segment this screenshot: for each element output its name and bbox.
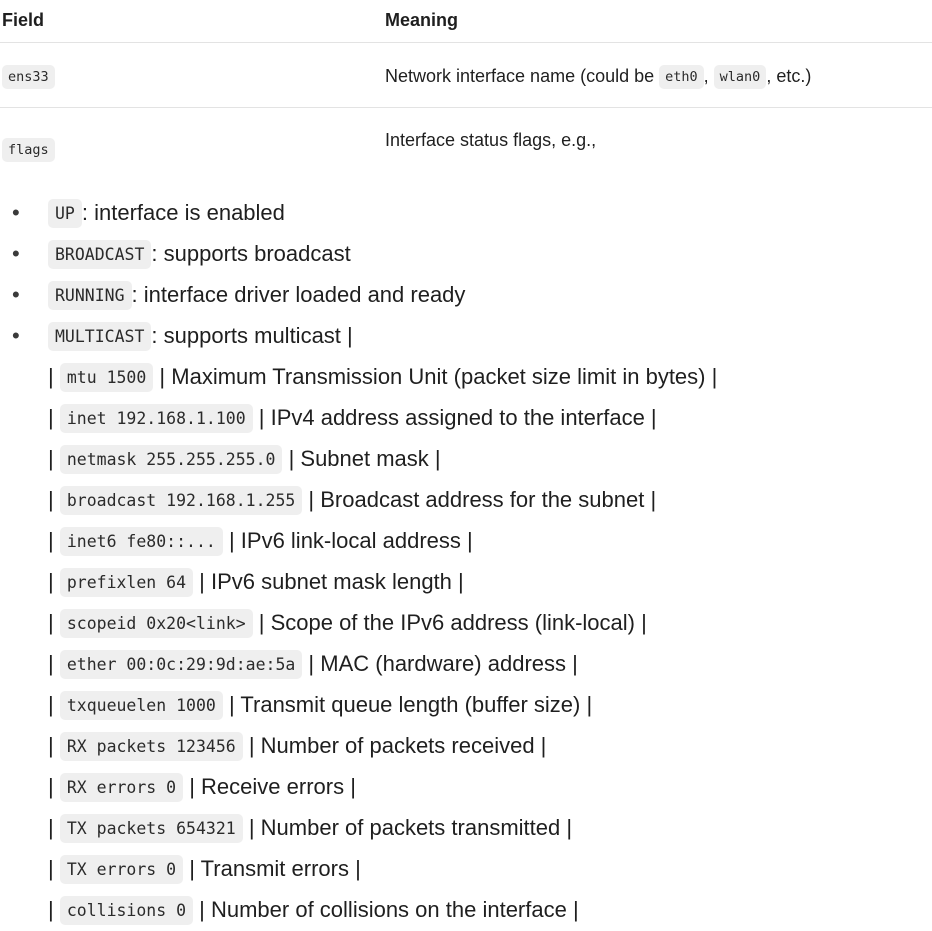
pipe-row-text: | IPv6 subnet mask length |: [193, 569, 464, 594]
pipe-row: [0, 849, 932, 890]
table-header-row: [0, 0, 932, 43]
pipe-row-text: | Maximum Transmission Unit (packet size limit in bytes) |: [153, 364, 718, 389]
pipe-row: [0, 644, 932, 685]
field-cell: [2, 65, 55, 89]
inline-code: RX packets 123456: [60, 732, 243, 761]
list-item: [0, 316, 932, 357]
pipe-row-text: | Number of collisions on the interface |: [193, 897, 579, 922]
inline-code: prefixlen 64: [60, 568, 193, 597]
pipe-row: [0, 480, 932, 521]
bullet-icon: •: [12, 241, 20, 266]
meaning-cell: Interface status flags, e.g.,: [385, 130, 597, 150]
inline-code: MULTICAST: [48, 322, 151, 351]
inline-code: RUNNING: [48, 281, 132, 310]
pipe-lead: |: [48, 856, 60, 881]
list-item-text: : interface is enabled: [81, 200, 285, 225]
list-item-text: : interface driver loaded and ready: [131, 282, 466, 307]
field-code: ens33: [2, 65, 55, 89]
table-row: [0, 43, 932, 108]
meaning-text: Network interface name (could be: [385, 66, 660, 86]
inline-code: ether 00:0c:29:9d:ae:5a: [60, 650, 302, 679]
pipe-row: [0, 767, 932, 808]
inline-code: scopeid 0x20<link>: [60, 609, 253, 638]
pipe-row-text: | IPv6 link-local address |: [222, 528, 473, 553]
inline-code: txqueuelen 1000: [60, 691, 223, 720]
pipe-lead: |: [48, 569, 60, 594]
pipe-row: [0, 685, 932, 726]
pipe-lead: |: [48, 446, 60, 471]
bullet-icon: •: [12, 323, 20, 348]
pipe-lead: |: [48, 651, 60, 676]
inline-code: netmask 255.255.255.0: [60, 445, 283, 474]
meaning-cell: [385, 65, 811, 89]
pipe-row-text: | Transmit errors |: [183, 856, 361, 881]
pipe-row: [0, 890, 932, 931]
inline-code: collisions 0: [60, 896, 193, 925]
pipe-row: [0, 562, 932, 603]
pipe-lead: |: [48, 774, 60, 799]
field-code: flags: [2, 138, 55, 162]
inline-code: mtu 1500: [60, 363, 153, 392]
pipe-row-text: | Subnet mask |: [282, 446, 441, 471]
pipe-row-text: | MAC (hardware) address |: [302, 651, 578, 676]
pipe-lead: |: [48, 405, 60, 430]
inline-code: inet6 fe80::...: [60, 527, 223, 556]
pipe-lead: |: [48, 487, 60, 512]
header-field: Field: [2, 10, 45, 30]
inline-code: TX packets 654321: [60, 814, 243, 843]
list-item-text: : supports multicast |: [151, 323, 353, 348]
list-item: [0, 193, 932, 234]
inline-code: UP: [48, 199, 82, 228]
pipe-row-text: | Transmit queue length (buffer size) |: [222, 692, 593, 717]
pipe-row: [0, 398, 932, 439]
pipe-row: [0, 726, 932, 767]
table-row: [0, 108, 932, 178]
field-cell: [2, 138, 55, 162]
pipe-lead: |: [48, 610, 60, 635]
pipe-row-text: | IPv4 address assigned to the interface |: [252, 405, 657, 430]
inline-code: broadcast 192.168.1.255: [60, 486, 302, 515]
pipe-row-text: | Scope of the IPv6 address (link-local) |: [252, 610, 647, 635]
pipe-row: [0, 439, 932, 480]
inline-code: wlan0: [714, 65, 767, 89]
bullet-icon: •: [12, 282, 20, 307]
pipe-lead: |: [48, 815, 60, 840]
pipe-lead: |: [48, 733, 60, 758]
pipe-row: [0, 521, 932, 562]
pipe-row-text: | Number of packets received |: [242, 733, 547, 758]
inline-code: eth0: [659, 65, 704, 89]
inline-code: RX errors 0: [60, 773, 183, 802]
header-meaning: Meaning: [385, 10, 459, 30]
list-item-text: : supports broadcast: [151, 241, 351, 266]
separator-text: ,: [703, 66, 714, 86]
pipe-lead: |: [48, 897, 60, 922]
pipe-lead: |: [48, 364, 60, 389]
inline-code: BROADCAST: [48, 240, 151, 269]
inline-code: inet 192.168.1.100: [60, 404, 253, 433]
meaning-text: , etc.): [766, 66, 812, 86]
field-meaning-table: [0, 0, 932, 178]
pipe-lead: |: [48, 692, 60, 717]
bullet-icon: •: [12, 200, 20, 225]
pipe-row-text: | Broadcast address for the subnet |: [302, 487, 657, 512]
pipe-row: [0, 808, 932, 849]
pipe-row-text: | Number of packets transmitted |: [242, 815, 573, 840]
list-item: [0, 275, 932, 316]
pipe-row: [0, 603, 932, 644]
pipe-row-text: | Receive errors |: [183, 774, 356, 799]
inline-code: TX errors 0: [60, 855, 183, 884]
list-item: [0, 234, 932, 275]
pipe-lead: |: [48, 528, 60, 553]
pipe-row: [0, 357, 932, 398]
